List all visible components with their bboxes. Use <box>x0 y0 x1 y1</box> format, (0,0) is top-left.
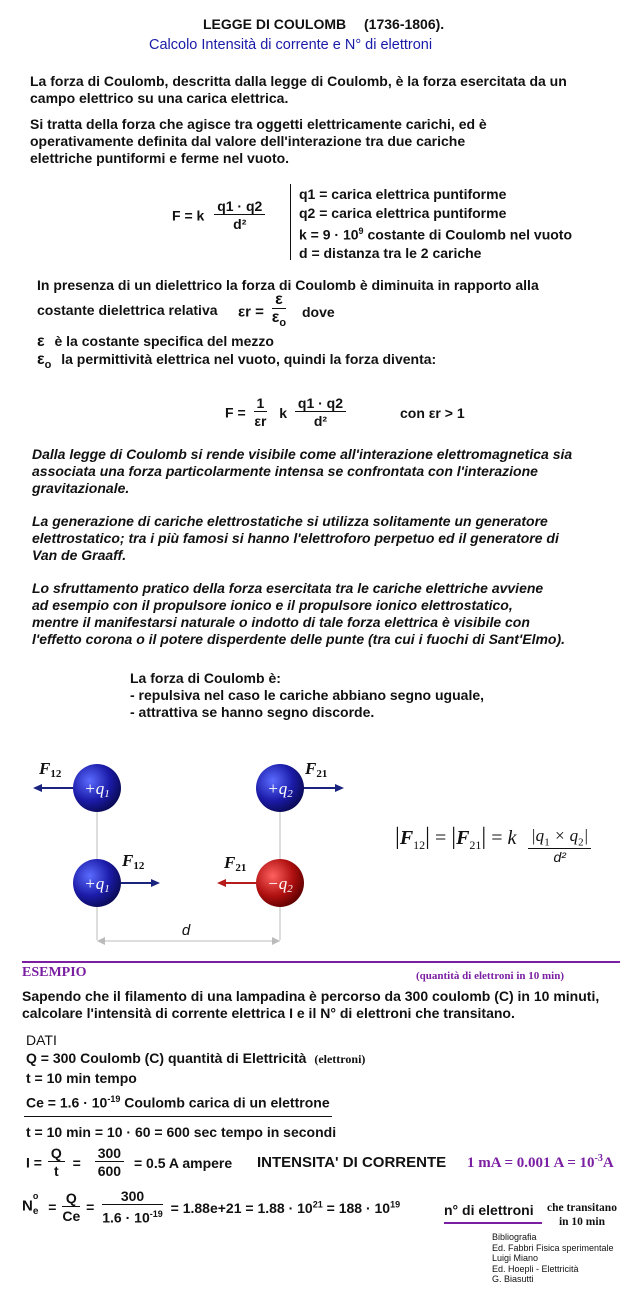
data-heading: DATI <box>26 1032 57 1048</box>
label-f21-bottom: F21 <box>224 853 247 874</box>
data-divider <box>24 1116 332 1117</box>
distance-label: d <box>181 922 191 939</box>
def-q1: q1 = carica elettrica puntiforme <box>299 186 507 202</box>
relative-permittivity-formula: εr = $\frac{\varepsilon}{\varepsilon_o}$ dove <box>238 291 335 330</box>
charge-minus-q2-bottom-label: −q2 <box>267 874 293 895</box>
dielectric-line-1: In presenza di un dielettrico la forza di Coulomb è diminuita in rapporto alla <box>37 277 539 293</box>
bibliography: Bibliografia Ed. Fabbri Fisica sperimentale Luigi Miano Ed. Hoepli - Elettricità G. Biasutti <box>492 1232 614 1284</box>
data-t: t = 10 min tempo <box>26 1070 137 1086</box>
current-label: INTENSITA' DI CORRENTE <box>257 1154 447 1171</box>
arrowhead-f21-bottom <box>217 879 226 887</box>
text-line: Si tratta della forza che agisce tra oggetti elettricamente carichi, ed è <box>30 116 487 132</box>
def-d: d = distanza tra le 2 cariche <box>299 245 482 262</box>
label-f21-top: F21 <box>305 759 328 780</box>
epsilon0-line: $\varepsilon_o$ la permittività elettrica nel vuoto, quindi la forza diventa: <box>37 351 437 371</box>
dielectric-force-formula: F = $\frac{1}{\varepsilon r}$ k $\frac{q1 \cdot q2}{\text{d²}}$ <box>225 395 346 430</box>
magnitude-equation: $|F_{12}| = |F_{21}| = k$ <box>395 824 517 852</box>
page-title <box>203 16 444 33</box>
magnitude-fraction: $|q_1 \times q_2|$ d² <box>528 826 591 865</box>
formula-lhs: F = k <box>172 207 205 224</box>
transit-note: che transitano in 10 min <box>547 1202 617 1228</box>
electron-count-formula: N o $_e$ = $\frac{Q}{Ce}$ = $\frac{300}{1.6 \cdot 10^{-19}}$ = $1.88e+21 = 1.88 \cdot 10^{21} = 188 \cdot 10^{19}$ <box>22 1188 401 1226</box>
italic-paragraph-1: Dalla legge di Coulomb si rende visibile come all'interazione elettromagnetica sia associata una forza particolarmente intensa se confrontata con l'interazione gravitazionale. <box>32 446 573 496</box>
charge-q2-top-label: +q2 <box>267 779 293 800</box>
italic-paragraph-3: Lo sfruttamento pratico della forza esercitata tra le cariche elettriche avviene ad esempio con il propulsore ionico e il propulsore ionico elettrostatico, mentre il manifestarsi naturale o indotto di tale forza elettrica è visibile con l'effetto corona o il potere disperdente delle punte (tra cui i fuochi di Sant'Elmo). <box>32 580 566 647</box>
distance-arrowhead-right <box>272 937 280 945</box>
dielectric-line-2: costante dielettrica relativa <box>37 302 218 318</box>
italic-paragraph-2: La generazione di cariche elettrostatiche si utilizza solitamente un generatore elettrostatico; tra i più famosi si hanno l'elettroforo perpetuo ed il generatore di Van de Graaff. <box>32 513 559 563</box>
arrowhead-f12-top <box>33 784 42 792</box>
force-nature-list: La forza di Coulomb è: - repulsiva nel caso le cariche abbiano segno uguale, - attrattiva se hanno segno discorde. <box>130 670 485 720</box>
data-ce: $Ce = 1.6 \cdot 10^{-19}$ Coulomb carica di un elettrone <box>26 1094 330 1111</box>
intro-paragraph-2 <box>30 116 487 167</box>
epsilon-line: ε è la costante specifica del mezzo <box>37 333 274 350</box>
intro-paragraph-1 <box>30 73 567 107</box>
fraction-numerator: q1 · q2 <box>214 198 265 215</box>
current-formula: I = $\frac{Q}{t}$ = $\frac{300}{600}$ = 0.5 A ampere <box>26 1145 233 1179</box>
example-note: (quantità di elettroni in 10 min) <box>416 970 565 982</box>
data-q: Q = 300 Coulomb (C) quantità di Elettricità (elettroni) <box>26 1050 366 1066</box>
example-label: ESEMPIO <box>22 965 87 980</box>
time-conversion: t = 10 min = 10 · 60 = 600 sec tempo in secondi <box>26 1124 337 1140</box>
formula-divider <box>290 184 291 260</box>
text-line: elettriche puntiformi e ferme nel vuoto. <box>30 150 290 166</box>
charge-q1-bottom-label: +q1 <box>84 874 110 895</box>
coulomb-formula <box>172 198 265 233</box>
def-q2: q2 = carica elettrica puntiforme <box>299 204 507 221</box>
title-years: (1736-1806). <box>364 16 445 32</box>
charge-q1-top-label: +q1 <box>84 779 110 800</box>
def-k: $k = 9 \cdot 10^9$ costante di Coulomb nel vuoto <box>299 226 573 243</box>
text-line: operativamente definita dal valore dell'interazione tra due cariche <box>30 133 466 149</box>
dielectric-condition: con εr > 1 <box>400 405 465 421</box>
arrowhead-f21-top <box>335 784 344 792</box>
section-divider <box>22 961 620 963</box>
milliampere-conversion: 1 mA = 0.001 $A = 10^{-3}A$ <box>467 1153 614 1171</box>
page-subtitle: Calcolo Intensità di corrente e N° di elettroni <box>149 37 433 53</box>
fraction-denominator: d² <box>233 216 247 232</box>
electron-label-underline <box>444 1222 542 1224</box>
example-statement: Sapendo che il filamento di una lampadina è percorso da 300 coulomb (C) in 10 minuti, calcolare l'intensità di corrente elettrica I e il N° di elettroni che transitano. <box>22 988 600 1021</box>
arrowhead-f12-bottom <box>151 879 160 887</box>
label-f12-top: F12 <box>39 759 62 780</box>
title-text: LEGGE DI COULOMB <box>203 16 347 32</box>
electron-count-label: n° di elettroni <box>444 1202 534 1218</box>
label-f12-bottom: F12 <box>122 851 145 872</box>
text-line: campo elettrico su una carica elettrica. <box>30 90 289 106</box>
text-line: La forza di Coulomb, descritta dalla legge di Coulomb, è la forza esercitata da un <box>30 73 567 89</box>
distance-arrowhead-left <box>97 937 105 945</box>
formula-fraction <box>214 198 265 233</box>
formula-definitions <box>299 185 572 263</box>
